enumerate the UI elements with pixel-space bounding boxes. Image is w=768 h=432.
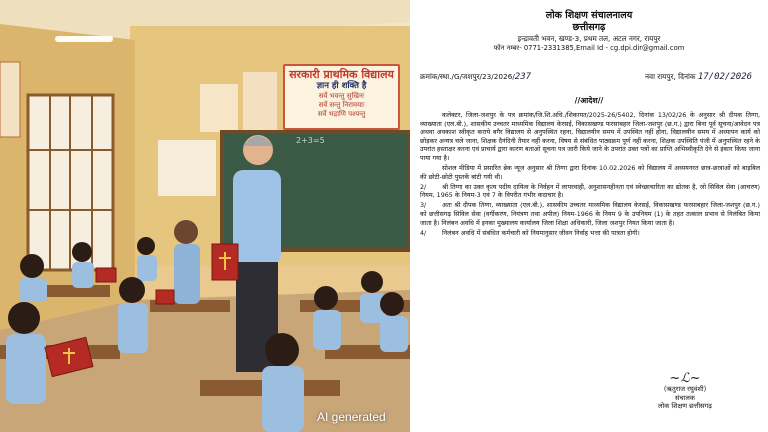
paragraph-text: अतः श्री दीपक तिग्गा, व्याख्याता (एल.बी.), शासकीय उच्चतर माध्यमिक विद्यालय केरसई, विकासखण्ड फरसाबहार जिला-जशपुर (छ.ग.) को छत्तीसगढ़ सिविल सेवा (वर्गीकरण, नियंत्रण तथा अपील) नियम-1966 के नियम 9 के उपनियम (1) के तहत तत्काल प्रभाव से निलंबित किया जाता है। निलंबन अवधि में इनका मुख्यालय कार्यालय जिला शिक्षा अधिकारी, जिला जशपुर नियत किया जाता है। bbox=[420, 202, 760, 227]
place-date-label: नवा रायपुर, दिनांक bbox=[644, 72, 696, 81]
numbered-paragraph-3 bbox=[420, 202, 760, 228]
paragraph-text: श्री तिग्गा का उक्त कृत्य पदीय दायित्व के निर्वहन में लापरवाही, अनुशासनहीनता एवं स्वेच्छाचारिता का द्योतक है, जो सिविल सेवा (आचरण) नियम, 1965 के नियम-3 एवं 7 के विपरीत गंभीर कदाचार है। bbox=[420, 183, 760, 200]
handwritten-date: 17/02/2026 bbox=[697, 72, 752, 82]
letterhead-org: लोक शिक्षण संचालनालय bbox=[545, 10, 633, 21]
wall-sign-title: सरकारी प्राथमिक विद्यालय bbox=[289, 68, 394, 81]
ai-generated-label: AI generated bbox=[317, 410, 386, 424]
signature-scrawl: ~ℒ~ bbox=[669, 371, 701, 386]
reference-label: क्रमांक/स्था./G/जशपुर/23/2026/ bbox=[420, 72, 515, 81]
reference-number bbox=[420, 72, 531, 82]
letterhead-address: इन्द्रावती भवन, खण्ड-3, प्रथम तल, अटल नगर, रायपुर bbox=[517, 34, 661, 43]
signatory-office: लोक शिक्षण छत्तीसगढ़ bbox=[658, 402, 712, 411]
school-wall-sign bbox=[283, 64, 400, 130]
wall-sign-line3: सर्वे भवन्तु सुखिनः bbox=[318, 92, 365, 100]
signature-block bbox=[625, 373, 745, 411]
paragraph-1b: सोशल मीडिया में प्रसारित ब्रेक न्यूज अनुसार श्री तिग्गा द्वारा दिनांक 10.02.2026 को विद्यालय में अध्ययनरत छात्र-छात्राओं को बाइबिल की छोटी-छोटी पुस्तकें बांटी गयी थी। bbox=[420, 165, 760, 181]
paragraph-1: कलेक्टर, जिला-जशपुर के पत्र क्रमांक/जि.शि.अधि./शिकायत/2025-26/5402, दिनांक 13/02/26 के अनुसार श्री दीपक तिग्गा, व्याख्याता (एल.बी.), शासकीय उच्चतर माध्यमिक विद्यालय केरसई, विकासखण्ड फरसाबहार जिला-जशपुर (छ.ग.) द्वारा बिना पूर्व सूचना/आवेदन पत्र अथवा अवकाश स्वीकृत कराये बगैर विद्यालय से अनुपस्थित रहना, विद्यालयीन समय में उपस्थित नहीं होना, विद्यालयीन समय में अध्यापन कार्य को छोड़कर अन्यत्र चले जाना, शिक्षक दैनंदिनी तैयार नहीं करना, विषय से संबंधित पाठ्यक्रम पूर्ण नहीं करना, शिक्षक उपस्थिति पंजी में अनुपस्थित रहने के उपरांत हस्ताक्षर करना एवं प्राचार्य द्वारा कारण बताओ सूचना पत्र जारी किये जाने के उपरांत उक्त पत्रों का प्राप्ति अभिस्वीकृति देने से इंकार किया जाना पाया गया है। bbox=[420, 112, 760, 162]
letterhead-state: छत्तीसगढ़ bbox=[572, 22, 606, 33]
signatory-title: संचालक bbox=[675, 393, 695, 402]
wall-sign-line5: सर्वे भद्राणि पश्यन्तु bbox=[317, 110, 366, 118]
paragraph-number: 2/ bbox=[420, 183, 427, 191]
paragraph-number: 3/ bbox=[420, 202, 427, 210]
paragraph-text: निलंबन अवधि में संबंधित कर्मचारी को नियमानुसार जीवन निर्वाह भत्ता की पात्रता होगी। bbox=[442, 229, 640, 237]
place-date bbox=[645, 72, 752, 82]
numbered-paragraph-4 bbox=[420, 230, 760, 239]
letterhead-contact: फोन नम्बर- 0771-2331385,Email Id - cg.dpi.dir@gmail.com bbox=[493, 44, 685, 52]
blackboard-text: 2+3=5 bbox=[296, 136, 325, 145]
official-order-document bbox=[410, 0, 768, 432]
order-title: //आदेश// bbox=[574, 96, 604, 105]
paragraph-number: 4/ bbox=[420, 229, 427, 237]
reference-line bbox=[420, 72, 760, 86]
wall-sign-line4: सर्वे सन्तु निरामयाः bbox=[318, 101, 365, 109]
signatory-name: (ऋतुराज रघुवंशी) bbox=[663, 385, 707, 393]
reference-handwritten-number: 237 bbox=[514, 72, 532, 82]
letterhead bbox=[410, 10, 768, 53]
numbered-paragraph-2 bbox=[420, 184, 760, 201]
order-body bbox=[420, 112, 760, 240]
wall-sign-line2: ज्ञान ही शक्ति है bbox=[316, 81, 367, 91]
